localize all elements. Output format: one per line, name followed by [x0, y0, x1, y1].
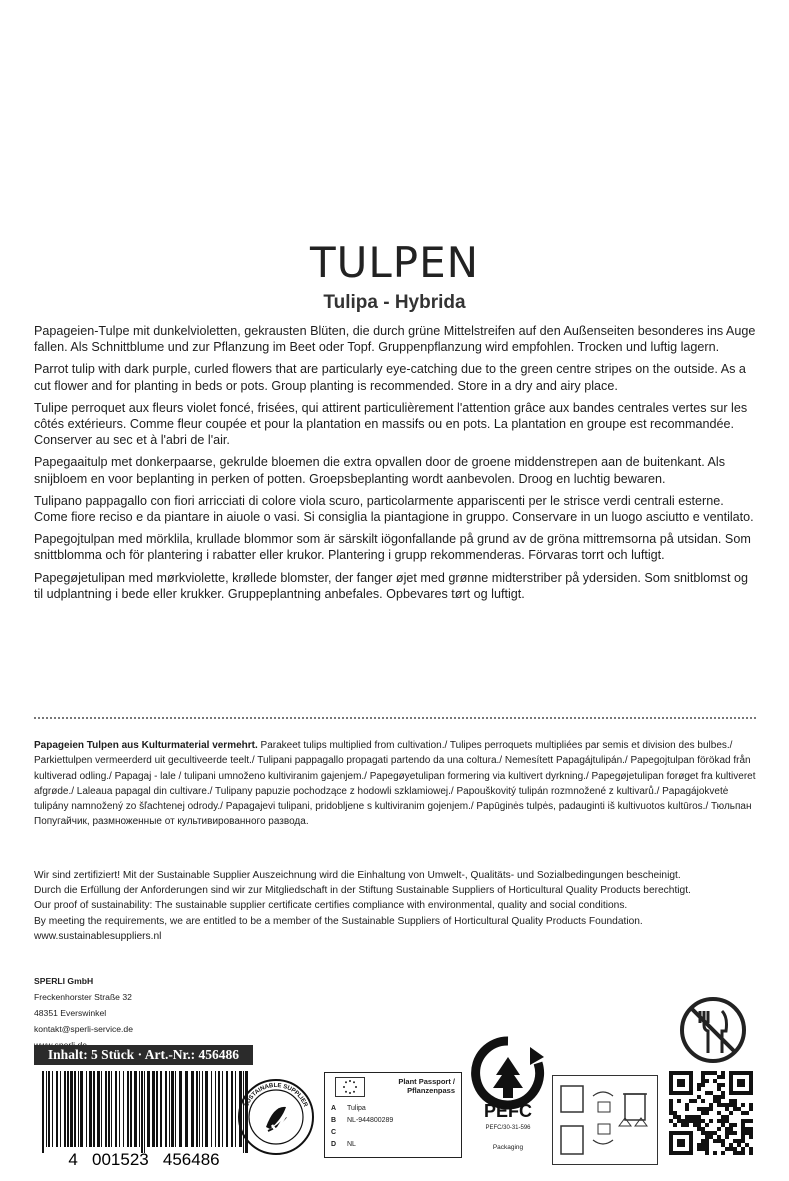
barcode-bar — [80, 1071, 83, 1147]
qr-cell — [741, 1111, 745, 1115]
passport-value: NL-944800289 — [347, 1117, 394, 1124]
qr-cell — [725, 1107, 729, 1111]
qr-cell — [697, 1119, 701, 1123]
qr-cell — [725, 1147, 729, 1151]
qr-cell — [685, 1107, 689, 1111]
qr-cell — [673, 1115, 677, 1119]
qr-cell — [749, 1131, 753, 1135]
barcode-bar — [115, 1071, 117, 1147]
qr-cell — [749, 1147, 753, 1151]
qr-cell — [709, 1119, 713, 1123]
barcode-bar — [111, 1071, 112, 1147]
sustainable-logo-text: SUSTAINABLE SUPPLIER — [243, 1082, 309, 1108]
qr-cell — [701, 1111, 705, 1115]
qr-cell — [697, 1123, 701, 1127]
qr-cell — [721, 1095, 725, 1099]
qr-cell — [737, 1139, 741, 1143]
barcode-bar — [60, 1071, 61, 1147]
qr-cell — [697, 1107, 701, 1111]
qr-cell — [701, 1075, 705, 1079]
certification-link[interactable]: www.sustainablesuppliers.nl — [34, 930, 162, 942]
qr-cell — [733, 1123, 737, 1127]
description-en: Parrot tulip with dark purple, curled flowers that are particularly eye-catching due to the green centre stripes on the outside. As a cut flower and for planting in beds or pots. Group planting is recommended. Store in a dry and airy place. — [34, 362, 746, 393]
dotted-divider — [34, 717, 756, 719]
qr-cell — [705, 1071, 709, 1075]
qr-cell — [681, 1123, 685, 1127]
barcode-bar — [74, 1071, 76, 1147]
barcode-bar — [119, 1071, 120, 1147]
plant-passport — [324, 1072, 462, 1158]
qr-cell — [673, 1111, 677, 1115]
recycling-info-icon — [552, 1075, 658, 1165]
barcode-bar — [226, 1071, 228, 1147]
qr-cell — [741, 1127, 745, 1131]
passport-key: A — [331, 1105, 337, 1112]
qr-cell — [749, 1103, 753, 1107]
certification-line: Wir sind zertifiziert! Mit der Sustainable Supplier Auszeichnung wird die Einhaltung von Umwelt-, Qualitäts- und Sozialbedingungen bescheinigt. — [34, 870, 681, 881]
qr-cell — [713, 1139, 717, 1143]
qr-cell — [705, 1123, 709, 1127]
qr-cell — [669, 1103, 673, 1107]
qr-cell — [745, 1111, 749, 1115]
qr-cell — [713, 1151, 717, 1155]
barcode-bar — [105, 1071, 107, 1147]
qr-cell — [741, 1135, 745, 1139]
description-de: Papageien-Tulpe mit dunkelvioletten, gekrausten Blüten, die durch grüne Mittelstreifen auf den Außenseiten besonderes ins Auge fallen. Als Schnittblume und zur Pflanzung im Beet oder Topf. Gruppenpflanzung wird empfohlen. Trocken und luftig lagern. — [34, 324, 756, 355]
qr-cell — [717, 1139, 721, 1143]
barcode-bar — [147, 1071, 150, 1147]
propagation-note-bold: Papageien Tulpen aus Kulturmaterial vermehrt. — [34, 740, 258, 751]
barcode-bar — [86, 1071, 87, 1147]
qr-cell — [733, 1107, 737, 1111]
qr-cell — [689, 1115, 693, 1119]
barcode-bar — [165, 1071, 167, 1147]
barcode-bar — [141, 1071, 143, 1153]
qr-cell — [693, 1123, 697, 1127]
qr-cell — [717, 1075, 721, 1079]
qr-cell — [669, 1099, 673, 1103]
barcode-bar — [93, 1071, 95, 1147]
qr-cell — [717, 1099, 721, 1103]
packaging-label: Packaging — [492, 1144, 524, 1151]
barcode-bar — [171, 1071, 174, 1147]
qr-cell — [681, 1119, 685, 1123]
not-for-consumption-icon — [678, 995, 748, 1065]
barcode-bar — [97, 1071, 100, 1147]
qr-cell — [709, 1071, 713, 1075]
qr-cell — [713, 1071, 717, 1075]
qr-cell — [713, 1079, 717, 1083]
qr-cell — [709, 1107, 713, 1111]
qr-cell — [717, 1135, 721, 1139]
barcode-bar — [215, 1071, 216, 1147]
qr-cell — [697, 1083, 701, 1087]
passport-row-d — [331, 1141, 356, 1148]
qr-cell — [745, 1127, 749, 1131]
qr-cell — [717, 1111, 721, 1115]
qr-cell — [693, 1115, 697, 1119]
qr-cell — [697, 1115, 701, 1119]
qr-cell — [685, 1119, 689, 1123]
barcode-bar — [222, 1071, 223, 1147]
barcode-bar — [78, 1071, 79, 1147]
description-da: Papegøjetulipan med mørkviolette, krøllede blomster, der fanger øjet med grønne midterstriber på ydersiden. Som snitblomst og til udplantning i bede eller krukker. Gruppeplantning anbefales. Opbevares tørt og luftigt. — [34, 570, 748, 601]
barcode-bar — [211, 1071, 212, 1147]
qr-cell — [717, 1119, 721, 1123]
qr-cell — [737, 1143, 741, 1147]
qr-cell — [713, 1099, 717, 1103]
company-email[interactable]: kontakt@sperli-service.de — [34, 1024, 133, 1034]
barcode-bar — [169, 1071, 170, 1147]
qr-cell — [705, 1091, 709, 1095]
barcode-bar — [46, 1071, 47, 1147]
qr-cell — [705, 1139, 709, 1143]
qr-cell — [725, 1115, 729, 1119]
qr-cell — [733, 1103, 737, 1107]
qr-cell — [677, 1115, 681, 1119]
qr-cell — [705, 1131, 709, 1135]
qr-cell — [705, 1135, 709, 1139]
qr-cell — [725, 1127, 729, 1131]
description-fr: Tulipe perroquet aux fleurs violet foncé, frisées, qui attirent particulièrement l'attention grâce aux bandes centrales vertes sur les côtés extérieurs. Comme fleur coupée et pour la plantation en massifs ou en pots. La plantation en groupe est recommandée. Conserver au sec et à l'abri de l'air. — [34, 400, 748, 448]
qr-cell — [701, 1107, 705, 1111]
barcode-bar — [127, 1071, 129, 1147]
plant-passport-header — [398, 1077, 455, 1095]
barcode-bar — [205, 1071, 208, 1147]
qr-cell — [745, 1119, 749, 1123]
company-city: 48351 Everswinkel — [34, 1008, 107, 1018]
propagation-note-text: Parakeet tulips multiplied from cultivation./ Tulipes perroquets multipliées par semis et division des bulbes./ Parkiettulpen vermeerderd uit gecultiveerde teelt./ Tulipani pappagallo propagati partendo da una coltura./ Nemesített Papagájtulipán./ Papegojtulpan förökad från kultiverad odling./ Papagaj - lale / tulipani umnoženo kultiviranim gajenjem./ Papegøyetulipan formering via kultivert dyrkning./ Papegøjetulipan forøget fra kultiveret afgrøde./ Laleaua papagal din cultivare./ Tulipany papuzie pochodzące z hodowli szklamiowej./ Papouškovitý tulipán rozmnožené z kultivarů./ Papagájokvetė tulipány namnožený zo šľachtenej odrody./ Papagajevi tulipani, pridobljene s kultiviranim gojenjem./ Papūginės tulpės, padauginti iš kultivuotos kultūros./ Тюльпан Попугайчик, размноженные от культивированного развода. — [34, 740, 756, 828]
barcode-bar — [101, 1071, 102, 1147]
qr-cell — [693, 1119, 697, 1123]
qr-cell — [701, 1127, 705, 1131]
plant-passport-header-en: Plant Passport / — [398, 1077, 455, 1086]
barcode-bar — [42, 1071, 44, 1153]
qr-cell — [729, 1143, 733, 1147]
qr-cell — [709, 1135, 713, 1139]
qr-cell — [741, 1151, 745, 1155]
qr-cell — [685, 1103, 689, 1107]
pefc-id: PEFC/30-31-596 — [485, 1125, 531, 1131]
qr-cell — [721, 1103, 725, 1107]
qr-cell — [725, 1103, 729, 1107]
company-address — [34, 973, 133, 1053]
qr-cell — [749, 1135, 753, 1139]
qr-cell — [717, 1087, 721, 1091]
passport-key: C — [331, 1129, 337, 1136]
qr-cell — [677, 1099, 681, 1103]
qr-cell — [705, 1079, 709, 1083]
qr-cell — [733, 1099, 737, 1103]
qr-cell — [741, 1147, 745, 1151]
eu-flag-icon — [335, 1077, 365, 1097]
qr-cell — [741, 1103, 745, 1107]
qr-cell — [713, 1095, 717, 1099]
content-article-band: Inhalt: 5 Stück · Art.-Nr.: 456486 — [34, 1045, 253, 1065]
product-title: TULPEN — [309, 238, 480, 287]
qr-cell — [725, 1119, 729, 1123]
qr-cell — [721, 1115, 725, 1119]
qr-cell — [721, 1083, 725, 1087]
qr-cell — [721, 1075, 725, 1079]
qr-cell — [741, 1139, 745, 1143]
barcode-bar — [179, 1071, 182, 1147]
description-nl: Papegaaitulp met donkerpaarse, gekrulde bloemen die extra opvallen door de groene middenstrepen aan de buitenkant. Als snijbloem en voor beplanting in perken of potten. Groepsbeplanting wordt aanbevolen. Droog en luchtig bewaren. — [34, 455, 726, 486]
barcode-bar — [191, 1071, 194, 1147]
qr-cell — [721, 1139, 725, 1143]
passport-row-a — [331, 1105, 366, 1112]
certification-line: Our proof of sustainability: The sustainable supplier certificate certifies compliance with environmental, quality and social conditions. — [34, 900, 628, 912]
pefc-label: PEFC — [483, 1101, 533, 1121]
barcode-bar — [89, 1071, 92, 1147]
qr-cell — [745, 1143, 749, 1147]
qr-cell — [685, 1115, 689, 1119]
qr-cell — [721, 1151, 725, 1155]
qr-cell — [733, 1139, 737, 1143]
company-name: SPERLI GmbH — [34, 976, 94, 986]
description-sv: Papegojtulpan med mörklila, krullade blommor som är särskilt iögonfallande på grund av de gröna mittremsorna på utsidan. Som snittblomma och för plantering i rabatter eller krukor. Plantering i grupp rekommenderas. Förvaras torrt och luftigt. — [34, 532, 751, 563]
barcode-bar — [56, 1071, 58, 1147]
qr-cell — [701, 1099, 705, 1103]
qr-cell — [717, 1127, 721, 1131]
qr-cell — [725, 1131, 729, 1135]
barcode-bar — [185, 1071, 188, 1147]
barcode-icon — [34, 1069, 254, 1169]
qr-cell — [709, 1091, 713, 1095]
qr-cell — [697, 1087, 701, 1091]
barcode-bar — [48, 1071, 50, 1147]
barcode-number: 4 001523 456486 — [68, 1150, 220, 1169]
qr-cell — [705, 1107, 709, 1111]
qr-cell — [701, 1119, 705, 1123]
barcode-bar — [152, 1071, 155, 1147]
qr-cell — [741, 1119, 745, 1123]
qr-cell — [745, 1131, 749, 1135]
qr-cell — [749, 1151, 753, 1155]
barcode-bar — [139, 1071, 140, 1147]
certification-line: By meeting the requirements, we are entitled to be a member of the Sustainable Suppliers of Horticultural Quality Products Foundation. — [34, 915, 643, 927]
qr-cell — [729, 1147, 733, 1151]
description-block — [34, 323, 756, 608]
barcode-bar — [123, 1071, 124, 1147]
barcode-bar — [160, 1071, 162, 1147]
qr-cell — [721, 1091, 725, 1095]
qr-cell — [749, 1119, 753, 1123]
barcode-bar — [108, 1071, 110, 1147]
qr-cell — [705, 1143, 709, 1147]
qr-cell — [689, 1119, 693, 1123]
qr-cell — [697, 1147, 701, 1151]
qr-cell — [733, 1151, 737, 1155]
qr-cell — [673, 1123, 677, 1127]
barcode-bar — [199, 1071, 200, 1147]
propagation-note — [34, 738, 756, 830]
qr-cell — [693, 1099, 697, 1103]
qr-cell — [701, 1143, 705, 1147]
qr-cell — [701, 1083, 705, 1087]
qr-cell — [669, 1111, 673, 1115]
qr-code-icon — [669, 1071, 753, 1155]
qr-cell — [713, 1131, 717, 1135]
qr-cell — [685, 1123, 689, 1127]
barcode-bar — [175, 1071, 176, 1147]
qr-cell — [717, 1103, 721, 1107]
barcode-bar — [64, 1071, 66, 1147]
qr-cell — [669, 1107, 673, 1111]
qr-cell — [701, 1147, 705, 1151]
passport-value: Tulipa — [347, 1105, 366, 1112]
passport-value: NL — [347, 1141, 356, 1148]
qr-cell — [697, 1143, 701, 1147]
passport-key: D — [331, 1141, 337, 1148]
barcode-bar — [52, 1071, 53, 1147]
qr-cell — [701, 1139, 705, 1143]
pefc-logo-icon — [468, 1033, 548, 1178]
certification-line: Durch die Erfüllung der Anforderungen sind wir zur Mitgliedschaft in der Stiftung Sustainable Suppliers of Horticultural Quality Products berechtigt. — [34, 885, 691, 897]
qr-cell — [721, 1143, 725, 1147]
qr-cell — [697, 1095, 701, 1099]
qr-cell — [729, 1123, 733, 1127]
qr-cell — [721, 1123, 725, 1127]
qr-cell — [705, 1147, 709, 1151]
qr-cell — [705, 1111, 709, 1115]
qr-cell — [729, 1131, 733, 1135]
qr-cell — [741, 1123, 745, 1127]
qr-cell — [737, 1107, 741, 1111]
qr-cell — [729, 1103, 733, 1107]
barcode-bar — [144, 1071, 145, 1153]
qr-cell — [677, 1119, 681, 1123]
qr-cell — [733, 1131, 737, 1135]
qr-cell — [729, 1127, 733, 1131]
qr-cell — [717, 1095, 721, 1099]
barcode-bar — [70, 1071, 73, 1147]
sustainable-supplier-logo-icon — [236, 1077, 316, 1157]
qr-cell — [697, 1127, 701, 1131]
qr-cell — [709, 1103, 713, 1107]
qr-cell — [721, 1071, 725, 1075]
barcode-bar — [231, 1071, 233, 1147]
qr-cell — [737, 1151, 741, 1155]
passport-row-b — [331, 1117, 393, 1124]
passport-key: B — [331, 1117, 337, 1124]
company-street: Freckenhorster Straße 32 — [34, 992, 132, 1002]
qr-cell — [709, 1131, 713, 1135]
barcode-bar — [67, 1071, 69, 1147]
qr-cell — [717, 1083, 721, 1087]
barcode-bar — [130, 1071, 132, 1147]
description-it: Tulipano pappagallo con fiori arricciati di colore viola scuro, particolarmente appariscenti per le strisce verdi centrali esterne. Come fiore reciso e da piantare in aiuole o vasi. Si consiglia la piantagione in gruppo. Conservare in un luogo asciutto e ventilato. — [34, 493, 754, 525]
qr-cell — [749, 1107, 753, 1111]
barcode-bar — [218, 1071, 220, 1147]
qr-cell — [725, 1135, 729, 1139]
qr-cell — [729, 1111, 733, 1115]
qr-cell — [669, 1119, 673, 1123]
qr-cell — [701, 1131, 705, 1135]
qr-cell — [733, 1147, 737, 1151]
barcode-bar — [134, 1071, 137, 1147]
qr-cell — [689, 1099, 693, 1103]
qr-cell — [749, 1127, 753, 1131]
barcode-bar — [202, 1071, 203, 1147]
qr-cell — [741, 1131, 745, 1135]
barcode-bar — [156, 1071, 158, 1147]
qr-cell — [705, 1151, 709, 1155]
barcode-bar — [196, 1071, 198, 1147]
qr-cell — [721, 1119, 725, 1123]
qr-cell — [701, 1071, 705, 1075]
passport-row-c — [331, 1129, 347, 1136]
botanical-name: Tulipa - Hybrida — [323, 292, 466, 313]
qr-cell — [729, 1099, 733, 1103]
certification-block — [34, 868, 764, 944]
plant-passport-header-de: Pflanzenpass — [407, 1086, 455, 1095]
qr-cell — [701, 1079, 705, 1083]
